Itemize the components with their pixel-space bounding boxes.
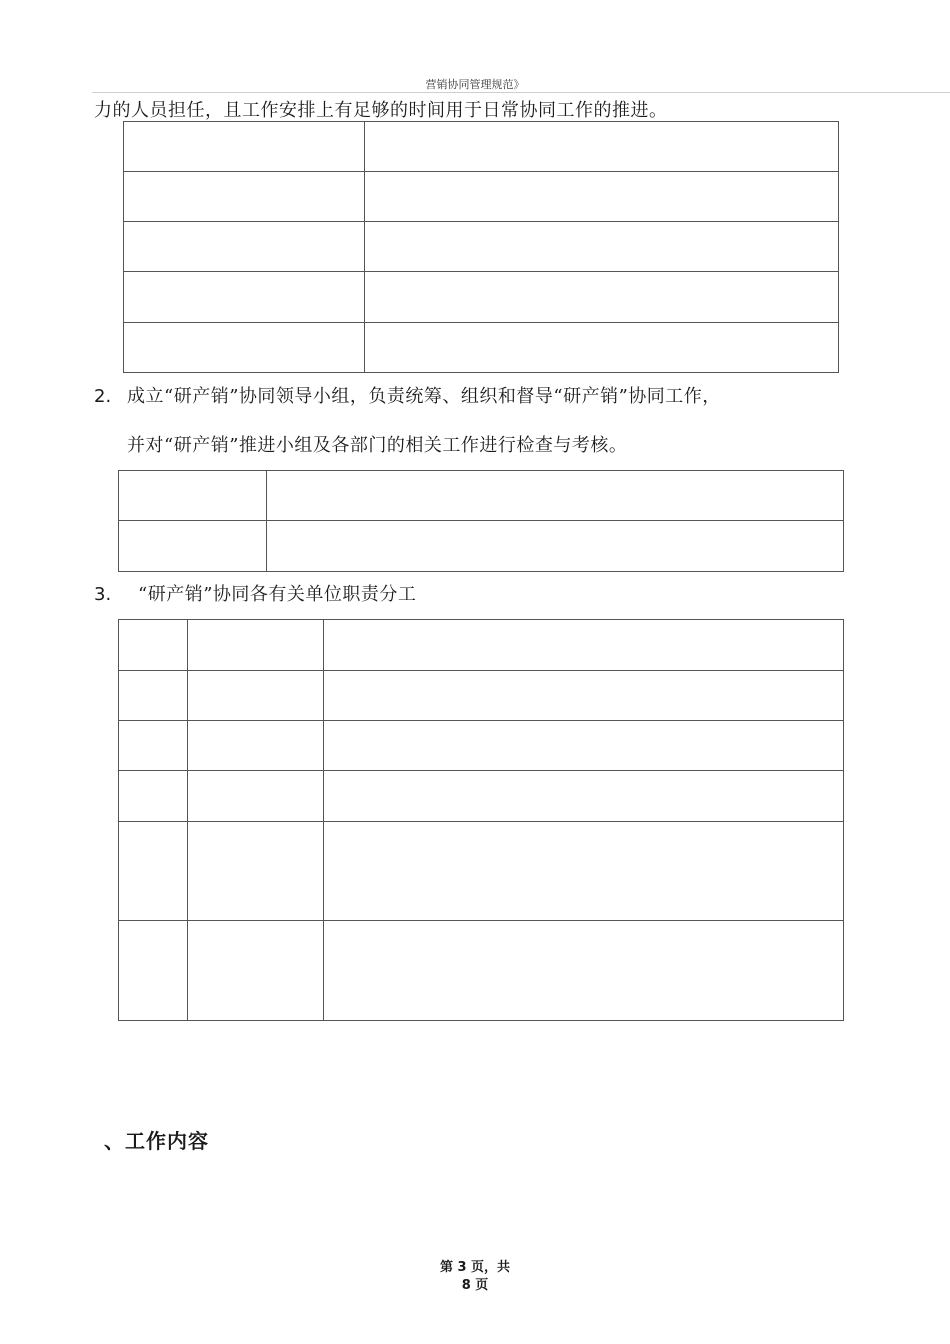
table-row (119, 721, 844, 771)
table-cell (119, 721, 188, 771)
continued-paragraph: 力的人员担任，且工作安排上有足够的时间用于日常协同工作的推进。 (94, 100, 668, 121)
table-row (124, 122, 839, 172)
page-number-line1: 第 3 页，共 (439, 1260, 511, 1275)
table-cell (119, 671, 188, 721)
table-cell (119, 822, 188, 921)
table-cell (124, 222, 365, 272)
table-row (124, 222, 839, 272)
header-divider (92, 92, 950, 93)
table-cell (124, 172, 365, 222)
table-row (119, 521, 844, 572)
leadership-table (118, 470, 844, 572)
table-cell (188, 921, 324, 1021)
table-cell (324, 771, 844, 822)
table-cell (124, 323, 365, 373)
table-cell (124, 122, 365, 172)
item-number: 2. (94, 386, 112, 407)
table-cell (324, 620, 844, 671)
table-cell (324, 822, 844, 921)
section-heading: 、工作内容 (104, 1129, 209, 1153)
table-cell (188, 620, 324, 671)
table-row (119, 822, 844, 921)
table-cell (365, 172, 839, 222)
table-cell (365, 323, 839, 373)
table-row (119, 671, 844, 721)
item2-line1: 成立“研产销”协同领导小组，负责统筹、组织和督导“研产销”协同工作， (127, 386, 721, 407)
item2-line2: 并对“研产销”推进小组及各部门的相关工作进行检查与考核。 (127, 435, 628, 456)
table-row (119, 921, 844, 1021)
item-number: 3. (94, 584, 112, 605)
responsibility-table (118, 619, 844, 1021)
table-row (119, 620, 844, 671)
table-row (124, 272, 839, 323)
running-header: 营销协同管理规范》 (425, 78, 525, 91)
table-cell (119, 521, 267, 572)
table-cell (267, 471, 844, 521)
page-footer (0, 1259, 950, 1295)
table-cell (119, 620, 188, 671)
table-row (124, 172, 839, 222)
table-cell (188, 671, 324, 721)
table-cell (119, 921, 188, 1021)
table-cell (324, 921, 844, 1021)
table-row (119, 771, 844, 822)
table-cell (365, 272, 839, 323)
table-cell (365, 122, 839, 172)
table-cell (324, 721, 844, 771)
table-cell (267, 521, 844, 572)
table-cell (119, 471, 267, 521)
table-cell (124, 272, 365, 323)
table-row (124, 323, 839, 373)
staff-table (123, 121, 839, 373)
page-number-line2: 8 页 (461, 1278, 489, 1293)
table-cell (188, 721, 324, 771)
table-cell (324, 671, 844, 721)
table-cell (188, 822, 324, 921)
table-cell (365, 222, 839, 272)
table-row (119, 471, 844, 521)
table-cell (119, 771, 188, 822)
item3-text: “研产销”协同各有关单位职责分工 (138, 584, 417, 605)
table-cell (188, 771, 324, 822)
